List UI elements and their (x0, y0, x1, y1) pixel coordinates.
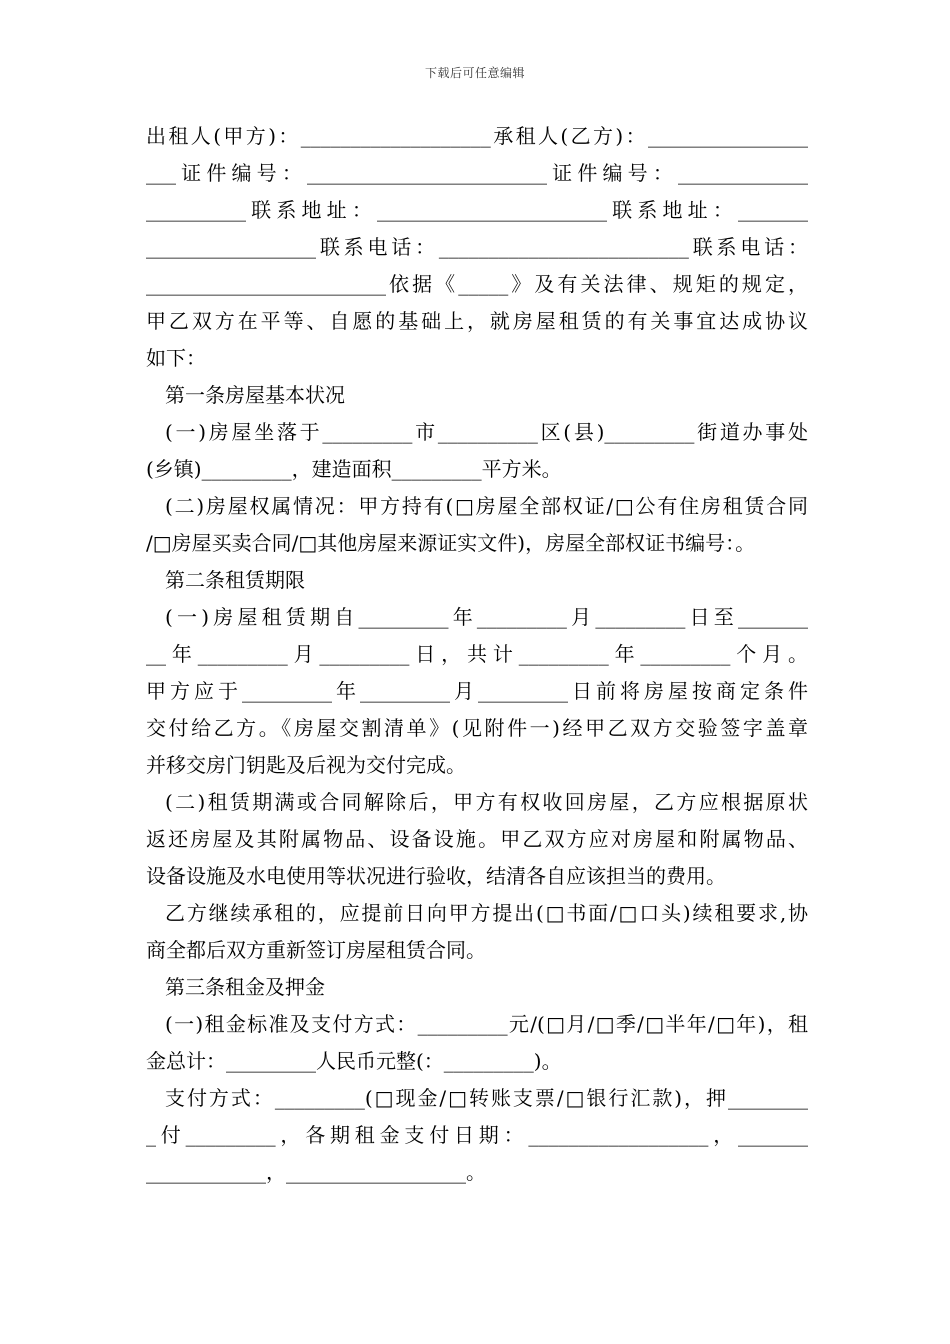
text-line: 甲乙双方在平等、自愿的基础上，就房屋租赁的有关事宜达成协议 (146, 309, 808, 333)
text-line: 第一条房屋基本状况 (165, 383, 345, 407)
contract-body (146, 118, 808, 1191)
text-line: ________________________依据《_____》及有关法律、规矩的规定， (146, 272, 808, 296)
text-line: 如下： (146, 346, 206, 370)
text-line: __________联系地址：_______________________联系地址：_______ (146, 198, 808, 222)
text-line: (一)房屋租赁期自_________年_________月_________日至_______ (165, 605, 808, 629)
text-line: 支付方式：_________(□现金/□转账支票/□银行汇款)，押________ (165, 1086, 808, 1110)
text-line: /□房屋买卖合同/□其他房屋来源证实文件)，房屋全部权证书编号：。 (146, 531, 756, 555)
text-line: 第三条租金及押金 (165, 975, 325, 999)
text-line: __年_________月_________日，共计_________年_________个月。 (146, 642, 808, 666)
page-header-note: 下载后可任意编辑 (424, 66, 525, 80)
text-line: (一)租金标准及支付方式：_________元/(□月/□季/□半年/□年)，租 (165, 1012, 808, 1036)
text-line: 乙方继续承租的，应提前日向甲方提出(□书面/□口头)续租要求,协 (165, 901, 808, 925)
text-line: (乡镇)_________，建造面积_________平方米。 (146, 457, 562, 481)
text-line: 交付给乙方。《房屋交割清单》(见附件一)经甲乙双方交验签字盖章 (146, 716, 808, 740)
text-line: 商全都后双方重新签订房屋租赁合同。 (146, 938, 486, 962)
text-line: _________________联系电话：_________________________联系电话： (146, 235, 808, 259)
text-line: (二)房屋权属情况：甲方持有(□房屋全部权证/□公有住房租赁合同 (165, 494, 808, 518)
text-line: ___证件编号：________________________证件编号：_____________ (146, 161, 808, 185)
text-line: 出租人(甲方)：___________________承租人(乙方)：________________ (146, 124, 808, 148)
text-line: 并移交房门钥匙及后视为交付完成。 (146, 753, 466, 777)
text-line: ____________，__________________。 (146, 1160, 486, 1184)
text-line: (二)租赁期满或合同解除后，甲方有权收回房屋，乙方应根据原状 (165, 790, 808, 814)
text-line: 返还房屋及其附属物品、设备设施。甲乙双方应对房屋和附属物品、 (146, 827, 808, 851)
text-line: (一)房屋坐落于_________市__________区(县)_________街道办事处 (165, 420, 808, 444)
text-line: 设备设施及水电使用等状况进行验收，结清各自应该担当的费用。 (146, 864, 726, 888)
text-line: _付_________，各期租金支付日期：__________________，_______ (146, 1123, 808, 1147)
text-line: 甲方应于_________年_________月_________日前将房屋按商定条件 (146, 679, 808, 703)
text-line: 金总计：_________人民币元整(：_________)。 (146, 1049, 562, 1073)
text-line: 第二条租赁期限 (165, 568, 305, 592)
